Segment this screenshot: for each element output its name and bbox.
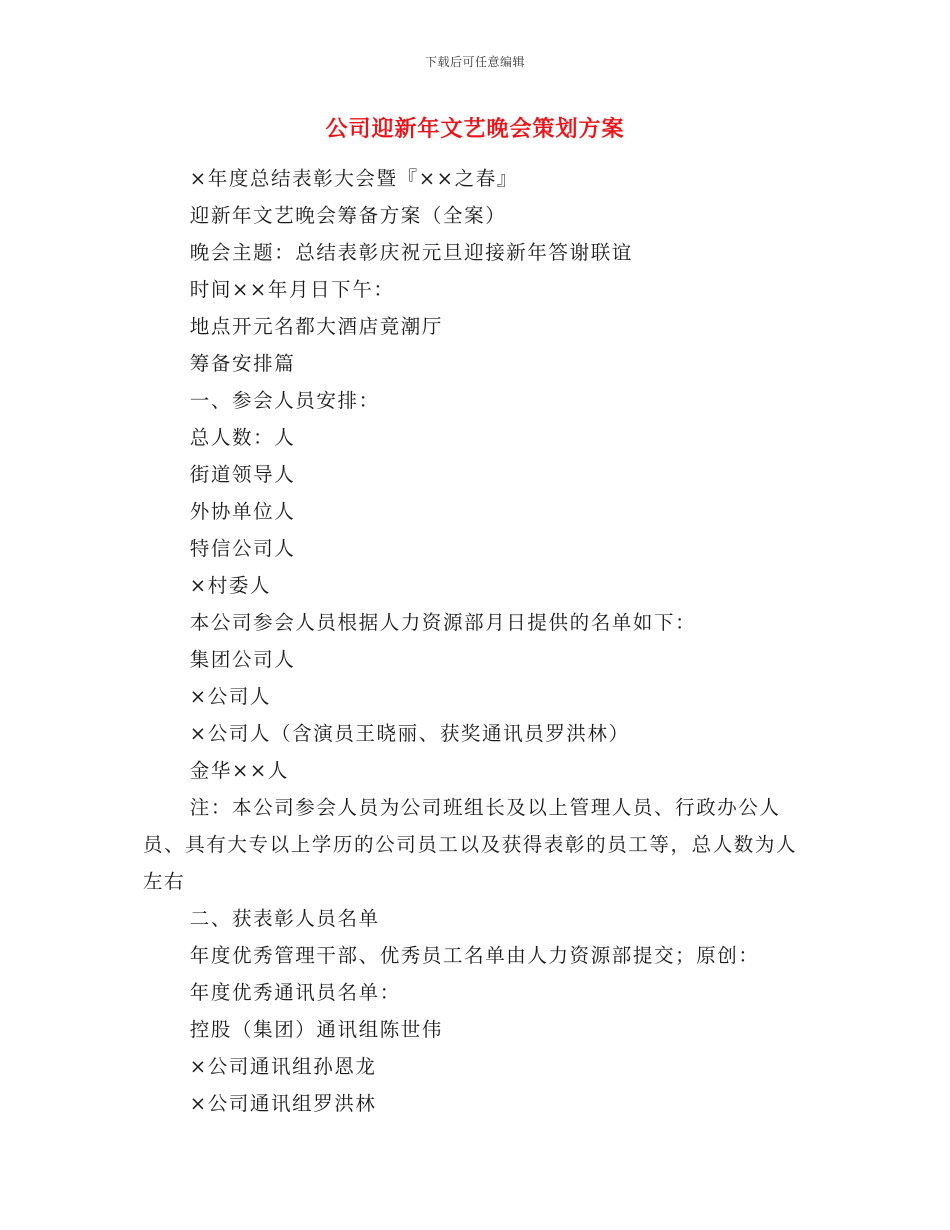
paragraph: ×年度总结表彰大会暨『××之春』: [189, 167, 518, 190]
list-item: ×村委人: [189, 574, 272, 597]
list-item: 特信公司人: [189, 537, 296, 560]
paragraph: 晚会主题：总结表彰庆祝元旦迎接新年答谢联谊: [189, 241, 633, 264]
paragraph: 时间××年月日下午：: [189, 278, 395, 301]
header-note: 下载后可任意编辑: [424, 55, 525, 69]
list-item: ×公司人（含演员王晓丽、获奖通讯员罗洪林）: [189, 722, 630, 745]
section-heading: 筹备安排篇: [189, 352, 296, 375]
section-heading: 二、获表彰人员名单: [189, 907, 380, 930]
list-item: 控股（集团）通讯组陈世伟: [189, 1018, 443, 1041]
list-item: ×公司通讯组罗洪林: [189, 1092, 377, 1115]
paragraph: 地点开元名都大酒店竟潮厅: [189, 315, 443, 338]
paragraph: 总人数：人: [189, 426, 296, 449]
list-item: 街道领导人: [189, 463, 296, 486]
paragraph: 年度优秀通讯员名单：: [189, 981, 401, 1004]
list-item: ×公司通讯组孙恩龙: [189, 1055, 377, 1078]
paragraph: 迎新年文艺晚会筹备方案（全案）: [189, 204, 507, 227]
paragraph: 本公司参会人员根据人力资源部月日提供的名单如下：: [189, 611, 697, 634]
list-item: 金华××人: [189, 759, 289, 782]
list-item: 集团公司人: [189, 648, 296, 671]
section-heading: 一、参会人员安排：: [189, 389, 380, 412]
document-title: 公司迎新年文艺晚会策划方案: [325, 116, 625, 142]
paragraph: 年度优秀管理干部、优秀员工名单由人力资源部提交；原创：: [189, 944, 760, 967]
document-body: [143, 160, 803, 1122]
list-item: ×公司人: [189, 685, 272, 708]
note-paragraph: 注：本公司参会人员为公司班组长及以上管理人员、行政办公人员、具有大专以上学历的公司员工以及获得表彰的员工等，总人数为人左右: [143, 796, 798, 893]
list-item: 外协单位人: [189, 500, 296, 523]
